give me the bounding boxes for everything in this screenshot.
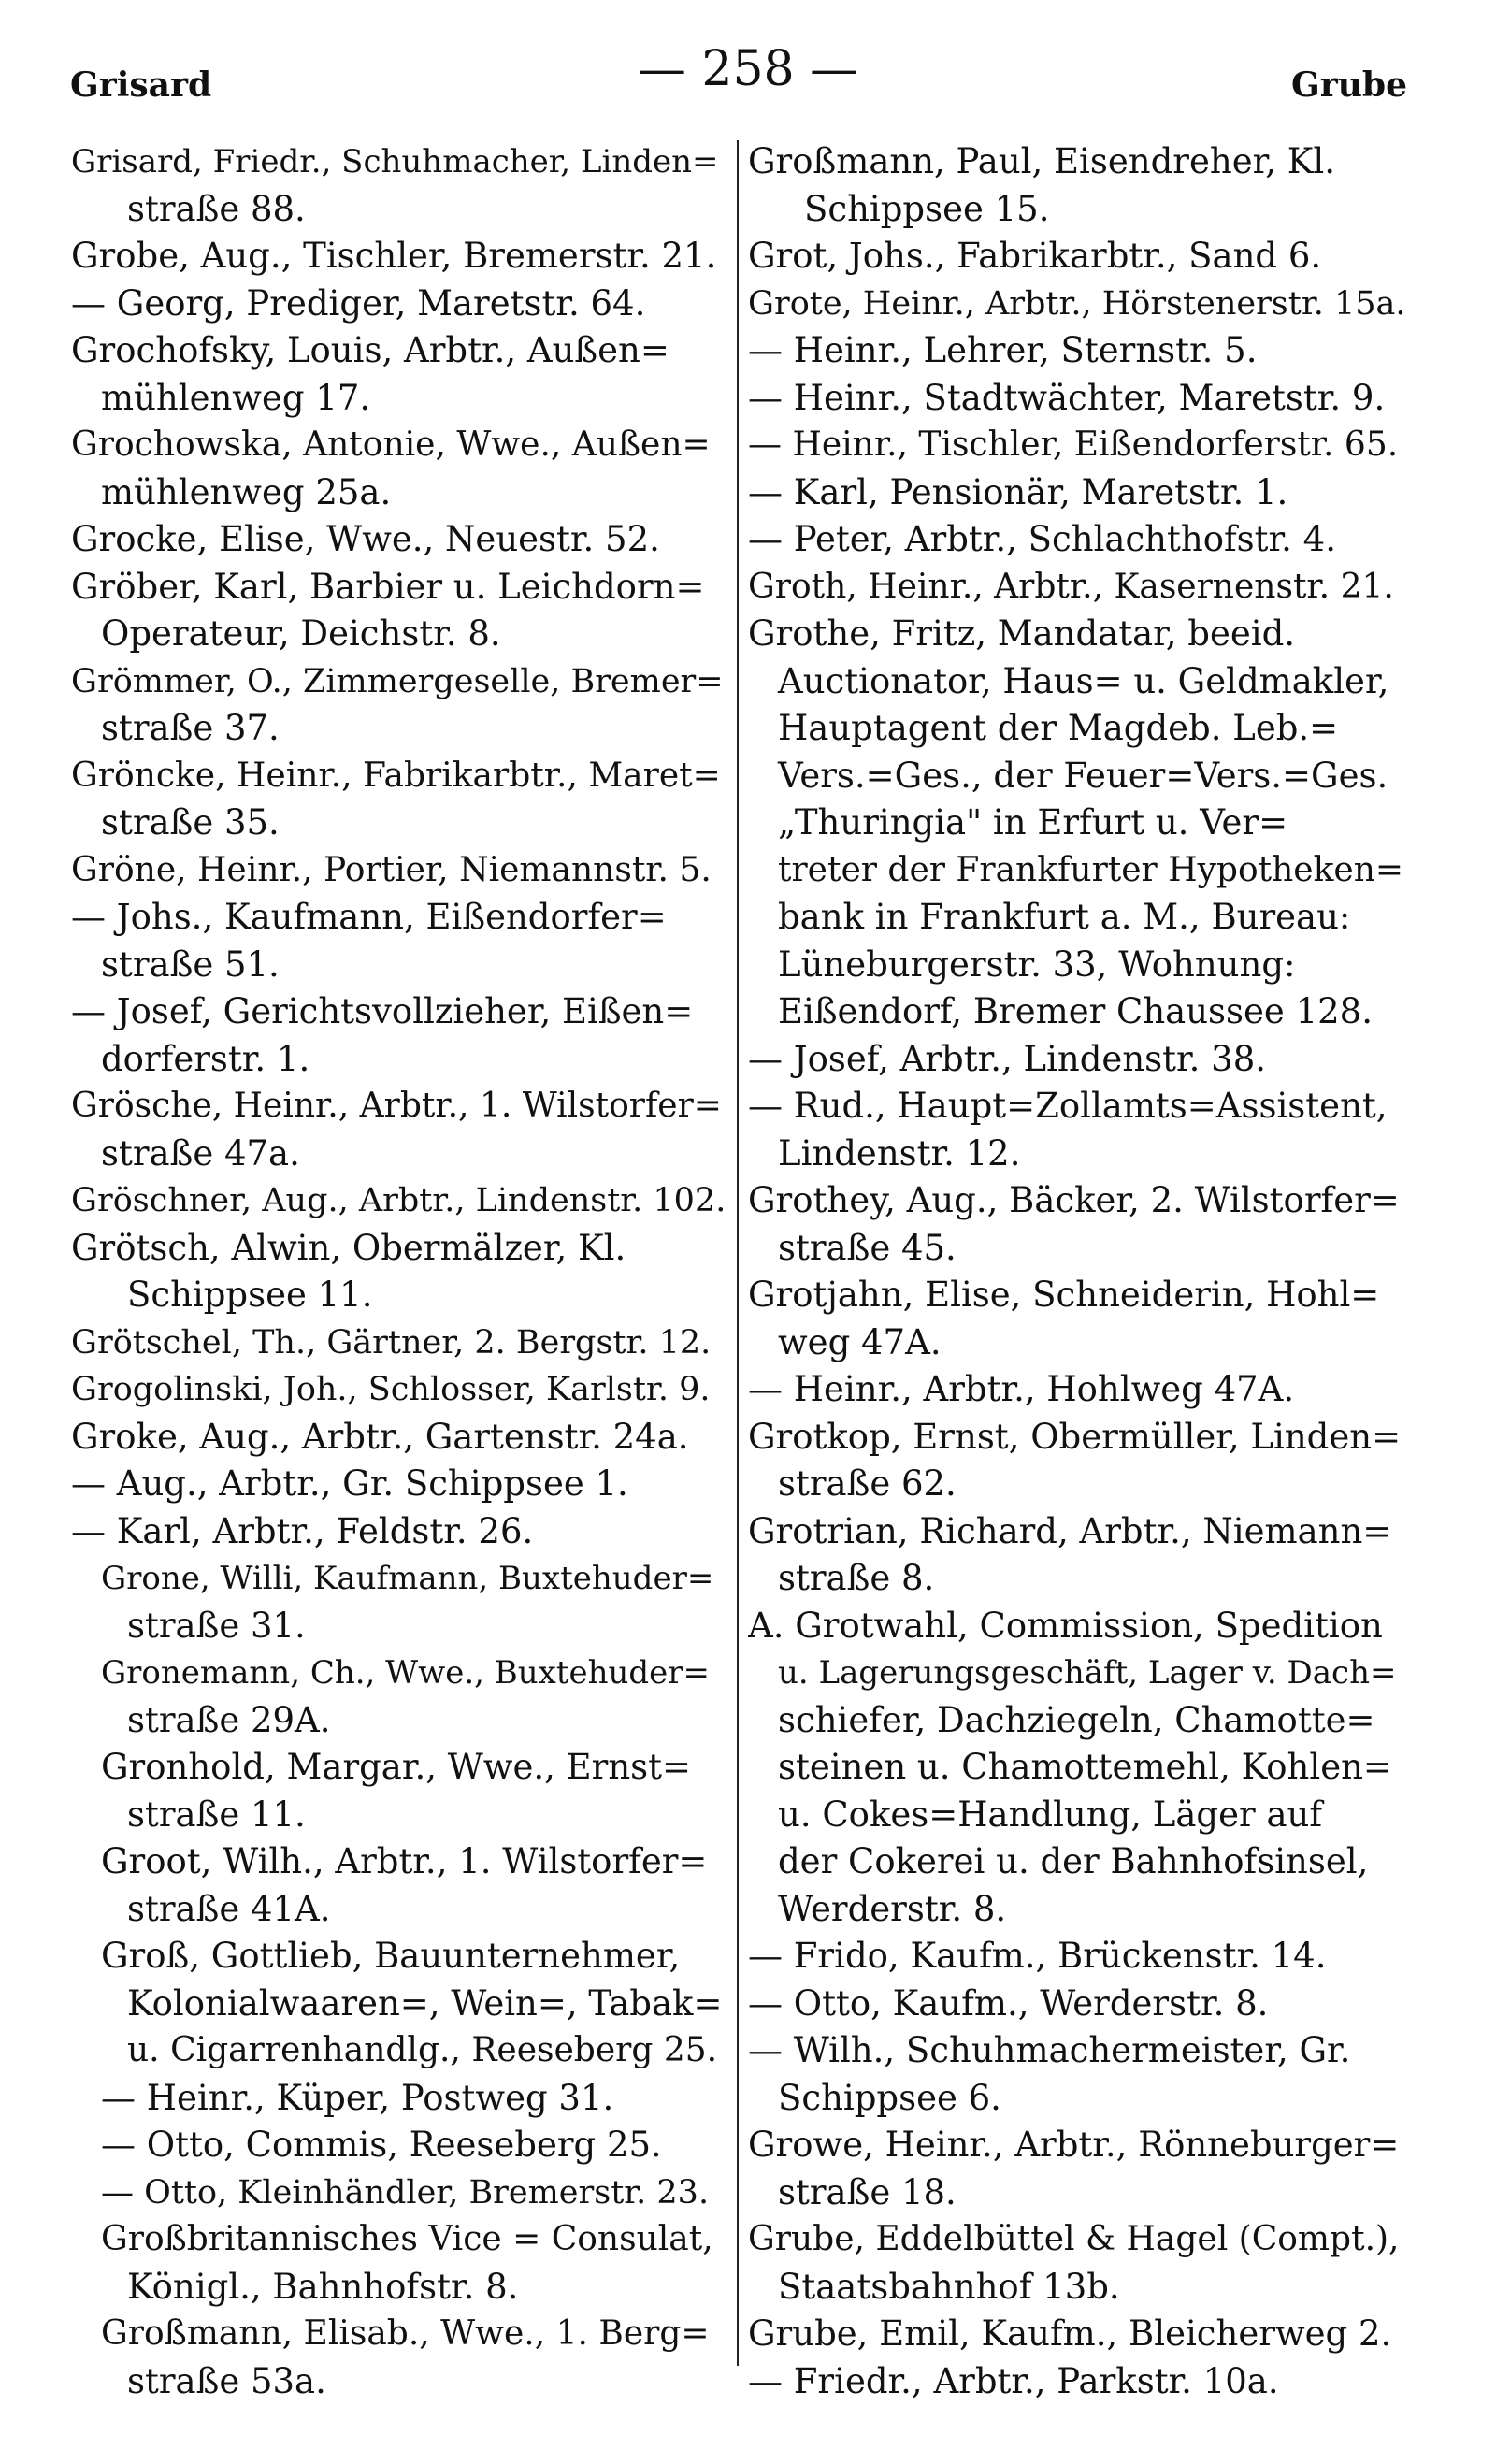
directory-line: Auctionator, Haus= u. Geldmakler, bbox=[778, 660, 1389, 701]
directory-line: — Aug., Arbtr., Gr. Schippsee 1. bbox=[71, 1463, 628, 1504]
directory-line: mühlenweg 17. bbox=[101, 377, 371, 418]
directory-line: Grube, Emil, Kaufm., Bleicherweg 2. bbox=[748, 2313, 1392, 2354]
column-divider bbox=[737, 140, 739, 2366]
directory-line: Vers.=Ges., der Feuer=Vers.=Ges. bbox=[778, 755, 1388, 796]
directory-line: — Karl, Pensionär, Maretstr. 1. bbox=[748, 471, 1288, 512]
directory-line: — Heinr., Küper, Postweg 31. bbox=[101, 2077, 614, 2118]
directory-line: Kolonialwaaren=, Wein=, Tabak= bbox=[127, 1982, 723, 2024]
directory-line: — Karl, Arbtr., Feldstr. 26. bbox=[71, 1510, 534, 1551]
directory-line: Grösche, Heinr., Arbtr., 1. Wilstorfer= bbox=[71, 1087, 722, 1125]
directory-line: — Josef, Gerichtsvollzieher, Eißen= bbox=[71, 991, 694, 1031]
directory-line: Grömmer, O., Zimmergeselle, Bremer= bbox=[71, 662, 724, 700]
directory-line: Gronhold, Margar., Wwe., Ernst= bbox=[101, 1747, 692, 1787]
directory-line: Groß, Gottlieb, Bauunternehmer, bbox=[101, 1936, 681, 1976]
directory-line: straße 35. bbox=[101, 802, 280, 843]
directory-line: u. Cigarrenhandlg., Reeseberg 25. bbox=[127, 2031, 718, 2069]
directory-line: Königl., Bahnhofstr. 8. bbox=[127, 2266, 519, 2307]
directory-line: Grotkop, Ernst, Obermüller, Linden= bbox=[748, 1416, 1402, 1457]
directory-line: straße 88. bbox=[127, 188, 306, 229]
directory-line: Grote, Heinr., Arbtr., Hörstenerstr. 15a. bbox=[748, 284, 1406, 323]
directory-line: u. Lagerungsgeschäft, Lager v. Dach= bbox=[778, 1654, 1397, 1692]
directory-line: Gronemann, Ch., Wwe., Buxtehuder= bbox=[101, 1654, 711, 1692]
directory-line: straße 41A. bbox=[127, 1888, 331, 1929]
directory-line: — Otto, Kaufm., Werderstr. 8. bbox=[748, 1982, 1269, 2024]
directory-line: Grogolinski, Joh., Schlosser, Karlstr. 9. bbox=[71, 1371, 711, 1408]
right-column bbox=[748, 138, 1407, 2405]
directory-line: Groke, Aug., Arbtr., Gartenstr. 24a. bbox=[71, 1416, 689, 1457]
directory-line: Gröschner, Aug., Arbtr., Lindenstr. 102. bbox=[71, 1182, 726, 1219]
directory-line: — Georg, Prediger, Maretstr. 64. bbox=[71, 282, 646, 324]
directory-line: Groth, Heinr., Arbtr., Kasernenstr. 21. bbox=[748, 567, 1394, 606]
directory-line: Grotrian, Richard, Arbtr., Niemann= bbox=[748, 1510, 1392, 1551]
directory-line: — Josef, Arbtr., Lindenstr. 38. bbox=[748, 1038, 1267, 1079]
directory-line: — Wilh., Schuhmachermeister, Gr. bbox=[748, 2030, 1351, 2070]
directory-line: straße 45. bbox=[778, 1227, 957, 1268]
directory-line: Lindenstr. 12. bbox=[778, 1132, 1021, 1174]
directory-line: Grocke, Elise, Wwe., Neuestr. 52. bbox=[71, 519, 660, 559]
directory-line: Grisard, Friedr., Schuhmacher, Linden= bbox=[71, 143, 719, 180]
directory-line: — Frido, Kaufm., Brückenstr. 14. bbox=[748, 1936, 1327, 1976]
directory-line: Grothe, Fritz, Mandatar, beeid. bbox=[748, 613, 1296, 654]
directory-line: Werderstr. 8. bbox=[778, 1888, 1007, 1929]
directory-line: straße 47a. bbox=[101, 1132, 300, 1174]
directory-line: — Heinr., Tischler, Eißendorferstr. 65. bbox=[748, 425, 1399, 464]
directory-line: weg 47A. bbox=[778, 1321, 942, 1362]
directory-line: straße 31. bbox=[127, 1605, 306, 1646]
directory-line: Grot, Johs., Fabrikarbtr., Sand 6. bbox=[748, 236, 1322, 276]
directory-line: — Heinr., Stadtwächter, Maretstr. 9. bbox=[748, 377, 1386, 418]
directory-line: — Heinr., Lehrer, Sternstr. 5. bbox=[748, 330, 1258, 370]
header-first-entry: Grisard bbox=[70, 65, 212, 105]
directory-line: Grochowska, Antonie, Wwe., Außen= bbox=[71, 425, 711, 464]
directory-line: Grobe, Aug., Tischler, Bremerstr. 21. bbox=[71, 236, 717, 276]
directory-line: A. Grotwahl, Commission, Spedition bbox=[748, 1605, 1383, 1646]
directory-line: Gröne, Heinr., Portier, Niemannstr. 5. bbox=[71, 850, 712, 889]
directory-line: Grone, Willi, Kaufmann, Buxtehuder= bbox=[101, 1560, 714, 1597]
directory-line: dorferstr. 1. bbox=[101, 1038, 310, 1079]
directory-line: Operateur, Deichstr. 8. bbox=[101, 613, 501, 654]
directory-line: straße 62. bbox=[778, 1463, 957, 1504]
header-last-entry: Grube bbox=[1291, 65, 1407, 105]
directory-line: straße 51. bbox=[101, 944, 280, 985]
directory-line: — Heinr., Arbtr., Hohlweg 47A. bbox=[748, 1369, 1295, 1409]
directory-line: Gröber, Karl, Barbier u. Leichdorn= bbox=[71, 566, 705, 607]
directory-line: — Otto, Kleinhändler, Bremerstr. 23. bbox=[101, 2173, 710, 2212]
directory-line: Schippsee 6. bbox=[778, 2077, 1001, 2118]
directory-line: Eißendorf, Bremer Chaussee 128. bbox=[778, 991, 1373, 1031]
directory-line: — Friedr., Arbtr., Parkstr. 10a. bbox=[748, 2360, 1279, 2401]
directory-line: Schippsee 15. bbox=[804, 188, 1050, 229]
directory-line: Großbritannisches Vice = Consulat, bbox=[101, 2220, 713, 2258]
directory-line: mühlenweg 25a. bbox=[101, 471, 392, 512]
directory-line: u. Cokes=Handlung, Läger auf bbox=[778, 1794, 1323, 1835]
directory-line: treter der Frankfurter Hypotheken= bbox=[778, 850, 1404, 889]
directory-line: — Otto, Commis, Reeseberg 25. bbox=[101, 2125, 662, 2165]
directory-line: Grotjahn, Elise, Schneiderin, Hohl= bbox=[748, 1275, 1380, 1315]
directory-line: Grochofsky, Louis, Arbtr., Außen= bbox=[71, 330, 669, 370]
directory-line: steinen u. Chamottemehl, Kohlen= bbox=[778, 1747, 1392, 1787]
directory-line: straße 18. bbox=[778, 2171, 957, 2212]
directory-line: straße 8. bbox=[778, 1558, 935, 1598]
directory-line: der Cokerei u. der Bahnhofsinsel, bbox=[778, 1841, 1369, 1881]
directory-line: Growe, Heinr., Arbtr., Rönneburger= bbox=[748, 2125, 1400, 2165]
directory-line: schiefer, Dachziegeln, Chamotte= bbox=[778, 1699, 1375, 1740]
directory-line: bank in Frankfurt a. M., Bureau: bbox=[778, 897, 1351, 937]
directory-line: Staatsbahnhof 13b. bbox=[778, 2266, 1120, 2307]
directory-line: Grötsch, Alwin, Obermälzer, Kl. bbox=[71, 1227, 626, 1268]
directory-line: — Rud., Haupt=Zollamts=Assistent, bbox=[748, 1086, 1388, 1126]
left-column bbox=[71, 138, 726, 2405]
directory-line: straße 37. bbox=[101, 708, 280, 748]
directory-line: Großmann, Elisab., Wwe., 1. Berg= bbox=[101, 2314, 710, 2353]
directory-line: Schippsee 11. bbox=[127, 1275, 373, 1315]
directory-line: — Peter, Arbtr., Schlachthofstr. 4. bbox=[748, 519, 1336, 559]
directory-line: „Thuringia" in Erfurt u. Ver= bbox=[778, 802, 1288, 843]
directory-line: Groot, Wilh., Arbtr., 1. Wilstorfer= bbox=[101, 1841, 708, 1881]
page-number: — 258 — bbox=[637, 41, 859, 97]
directory-line: — Johs., Kaufmann, Eißendorfer= bbox=[71, 897, 667, 937]
directory-line: Grube, Eddelbüttel & Hagel (Compt.), bbox=[748, 2220, 1400, 2258]
directory-line: straße 53a. bbox=[127, 2360, 326, 2401]
directory-line: Grötschel, Th., Gärtner, 2. Bergstr. 12. bbox=[71, 1323, 712, 1362]
page-header bbox=[0, 37, 1496, 103]
directory-line: straße 11. bbox=[127, 1794, 306, 1835]
directory-line: Gröncke, Heinr., Fabrikarbtr., Maret= bbox=[71, 756, 721, 795]
directory-line: Hauptagent der Magdeb. Leb.= bbox=[778, 708, 1339, 748]
directory-line: Grothey, Aug., Bäcker, 2. Wilstorfer= bbox=[748, 1180, 1400, 1220]
directory-line: straße 29A. bbox=[127, 1699, 331, 1740]
directory-line: Lüneburgerstr. 33, Wohnung: bbox=[778, 944, 1296, 985]
directory-line: Großmann, Paul, Eisendreher, Kl. bbox=[748, 141, 1335, 181]
